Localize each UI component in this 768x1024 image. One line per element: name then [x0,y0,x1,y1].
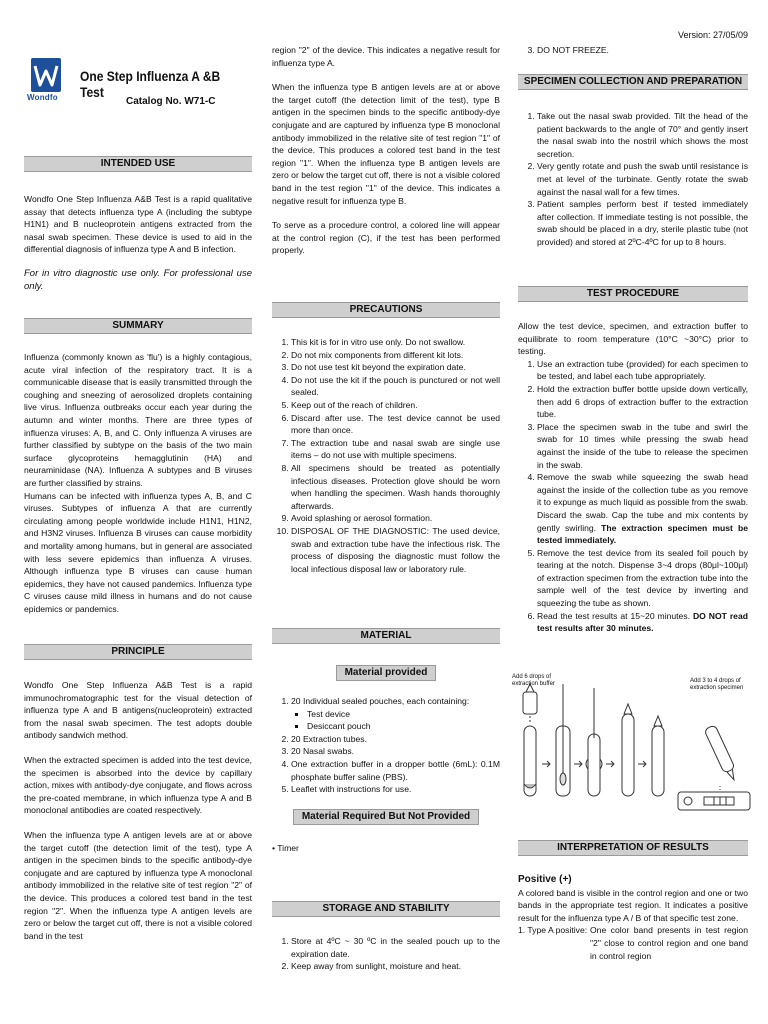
precaution-item: 9. Avoid splashing or aerosol formation. [291,512,500,525]
precaution-item: 1. This kit is for in vitro use only. Do not swallow. [291,336,500,349]
principle-type-b: When the influenza type B antigen levels are at or above the target cutoff (the detection limit of the test), type B antigen in the specimen binds to the specific antibody-dye conjugate and are captured by influenza type B monoclonal antibody immobilized in the relative site of test region "1" of the device. This produces a colored test band in the test region "1". When the influenza type B antigen levels are zero or below the target cut off, there is not a visible colored band in the test region "1" of the device. This indicates a negative result for influenza type B. [272,82,500,206]
product-title: One Step Influenza A &B Test [80,68,221,100]
specimen-item: 3. Patient samples perform best if tested immediately after collection. If immediate testing is not possible, the swab should be placed in a dry, sterile plastic tube (not provided) and stored at 2ºC-4ºC for up to 8 hours. [537,198,748,248]
pouch-item: ▪ Desiccant pouch [307,720,500,733]
intended-use-text: Wondfo One Step Influenza A&B Test is a rapid qualitative assay that detects influenza type A (including the subtype H1N1) and B nucleoprotein antigens extracted from the nasal swab specimen. These device is used to aid in the differential diagnosis of influenza type A and B infection. [24,194,252,255]
principle-continued: region "2" of the device. This indicates a negative result for influenza type A. [272,45,500,68]
storage-heading: STORAGE AND STABILITY [272,901,500,917]
precaution-item: 3. Do not use test kit beyond the expiration date. [291,361,500,374]
positive-text: A colored band is visible in the control region and one or two bands in the appropriate test region. It indicates a positive result for the influenza type A / B of that specific test zone. [518,887,748,923]
catalog-number: Catalog No. W71-C [126,96,216,107]
storage-list-continued [518,44,748,57]
storage-item: 3. DO NOT FREEZE. [537,44,748,57]
principle-paragraph-3: When the influenza type A antigen levels are at or above the target cutoff (the detection limit of the test), type A antigen in the specimen binds to the specific antibody-dye conjugate and are captured by influenza type A monoclonal antibody immobilized in the relative site of test region "2" of the device. This produces a colored test band in the test region "2". When the influenza type A antigen levels are zero or below the target cut off, there is not a visible colored band in the test [24,829,252,941]
storage-list [272,935,500,973]
type-a-text: One color band presents in test region "2" close to control region and one band in control region [590,925,748,961]
product-header [24,52,252,130]
pouch-contents-list [291,708,500,733]
procedure-warning: The extraction specimen must be tested immediately. [537,522,749,546]
procedure-list [518,358,748,635]
procedure-illustration [508,674,758,824]
procedure-item: 5. Remove the test device from its sealed foil pouch by tearing at the notch. Dispense 3~4 drops (80μl~100μl) of extraction specimen from the extraction tube into the sample well of the test device by inverting and squeezing the tube as shown. [537,547,748,610]
material-item: 1. 20 Individual sealed pouches, each containing: ▪ Test device ▪ Desiccant pouch [291,695,500,733]
storage-item: 1. Store at 4ºC ~ 30 ºC in the sealed pouch up to the expiration date. [291,935,500,960]
procedure-item: 2. Hold the extraction buffer bottle upside down vertically, then add 6 drops of extraction buffer to the extraction tube. [537,383,748,421]
procedure-item: 4. Remove the swab while squeezing the swab head against the inside of the collection tube as you remove it to expunge as much liquid as possible from the swab. Discard the swab. Cap the tube and mix contents by gently swirling. The extraction specimen must be tested immediately. [537,471,748,547]
intended-use-note: For in vitro diagnostic use only. For professional use only. [24,267,252,292]
precautions-heading: PRECAUTIONS [272,302,500,318]
storage-item: 2. Keep away from sunlight, moisture and heat. [291,960,500,973]
procedure-intro: Allow the test device, specimen, and extraction buffer to equilibrate to room temperature (10°C ~30°C) prior to testing. [518,321,748,357]
logo-text: Wondfo [27,93,58,102]
logo-w-icon [31,58,61,92]
interpretation-heading: INTERPRETATION OF RESULTS [518,840,748,856]
procedure-item: 3. Place the specimen swab in the tube and swirl the swab for 10 times while pressing the swab head against the inside of the tube to release the specimen in the swab. [537,421,748,471]
precaution-item: 7. The extraction tube and nasal swab are single use items – do not use with multiple specimens. [291,437,500,462]
test-procedure-heading: TEST PROCEDURE [518,286,748,302]
precautions-list [272,336,500,575]
wondfo-logo [31,58,61,92]
specimen-item: 2. Very gently rotate and push the swab until resistance is met at level of the turbinate. Gently rotate the swab against the nasal wall for a few times. [537,160,748,198]
not-provided-item: • Timer [272,842,299,853]
material-heading: MATERIAL [272,628,500,644]
precaution-item: 10. DISPOSAL OF THE DIAGNOSTIC: The used device, swab and extraction tube have the infectious risk. The process of disposing the diagnostic must follow the local infectious disposal law or laboratory rule. [291,525,500,575]
summary-paragraph-1: Influenza (commonly known as 'flu') is a highly contagious, acute viral infection of the respiratory tract. It is a communicable disease that is easily transmitted through the coughing and sneezing of aerosolized droplets containing live virus. Influenza outbreaks occur each year during the autumn and winter months. There are three types of influenza viruses: A, B, and C. Only influenza A viruses are further classified by subtype on the basis of the two main surface glycoproteins hemagglutinin (HA) and neuraminidase (NA). Influenza A subtypes and B viruses are further classified by strains. [24,352,252,488]
precaution-item: 2. Do not mix components from different kit lots. [291,349,500,362]
specimen-list [518,110,748,249]
diagram-label-buffer: Add 6 drops of extraction buffer [512,674,555,687]
specimen-item: 1. Take out the nasal swab provided. Tilt the head of the patient backwards to the angle of 70° and gently insert the nasal swab into the nostril which shows the most secretion. [537,110,748,160]
principle-control: To serve as a procedure control, a colored line will appear at the control region (C), if the test has been performed properly. [272,220,500,256]
intended-use-heading: INTENDED USE [24,156,252,172]
material-item: 5. Leaflet with instructions for use. [291,783,500,796]
procedure-item: 1. Use an extraction tube (provided) for each specimen to be tested, and label each tube appropriately. [537,358,748,383]
version-label: Version: 27/05/09 [677,30,748,40]
principle-paragraph-1: Wondfo One Step Influenza A&B Test is a rapid immunochromatographic test for the visual detection of influenza type A and B antigens(nucleoprotein) extracted from the nasal swab specimen. The test adopts double antibody sandwich method. [24,680,252,741]
diagram-label-specimen: Add 3 to 4 drops of extraction specimen [690,678,744,691]
precaution-item: 4. Do not use the kit if the pouch is punctured or not well sealed. [291,374,500,399]
positive-label: Positive (+) [518,874,572,885]
not-provided-heading: Material Required But Not Provided [293,809,479,825]
material-item: 3. 20 Nasal swabs. [291,745,500,758]
specimen-heading: SPECIMEN COLLECTION AND PREPARATION [518,74,748,90]
procedure-item: 6. Read the test results at 15~20 minutes. DO NOT read test results after 30 minutes. [537,610,748,635]
principle-paragraph-2: When the extracted specimen is added into the test device, the specimen is absorbed into the device by capillary action, mixes with antibody-dye conjugate, and flows across the pre-coated membrane, in which influenza type A and B monoclonal antibodies are coated respectively. [24,754,252,816]
type-a-label: 1. Type A positive: [518,925,588,936]
type-a-result [518,924,748,962]
procedure-diagram [508,674,758,824]
precaution-item: 8. All specimens should be treated as potentially infectious diseases. Protection glove should be worn when handling the specimen. Wash hands thoroughly afterwards. [291,462,500,512]
principle-heading: PRINCIPLE [24,644,252,660]
procedure-warning: DO NOT read test results after 30 minutes. [537,610,748,634]
material-provided-heading: Material provided [336,665,437,681]
material-provided-list [272,695,500,796]
precaution-item: 6. Discard after use. The test device cannot be used more than once. [291,412,500,437]
material-item: 2. 20 Extraction tubes. [291,733,500,746]
summary-paragraph-2: Humans can be infected with influenza types A, B, and C viruses. Subtypes of influenza A that are currently circulating among people worldwide include H1N1, H1N2, and H3N2 viruses. Influenza B viruses can cause morbidity and mortality among humans, but in general are associated with less severe epidemics than influenza A viruses. Although influenza type B viruses can cause human epidemics, they have not caused pandemics. Influenza type C viruses cause mild illness in humans and do not cause epidemics or pandemics. [24,490,252,614]
summary-heading: SUMMARY [24,318,252,334]
material-item: 4. One extraction buffer in a dropper bottle (6mL): 0.1M phosphate buffer saline (PBS). [291,758,500,783]
precaution-item: 5. Keep out of the reach of children. [291,399,500,412]
pouch-item: ▪ Test device [307,708,500,721]
